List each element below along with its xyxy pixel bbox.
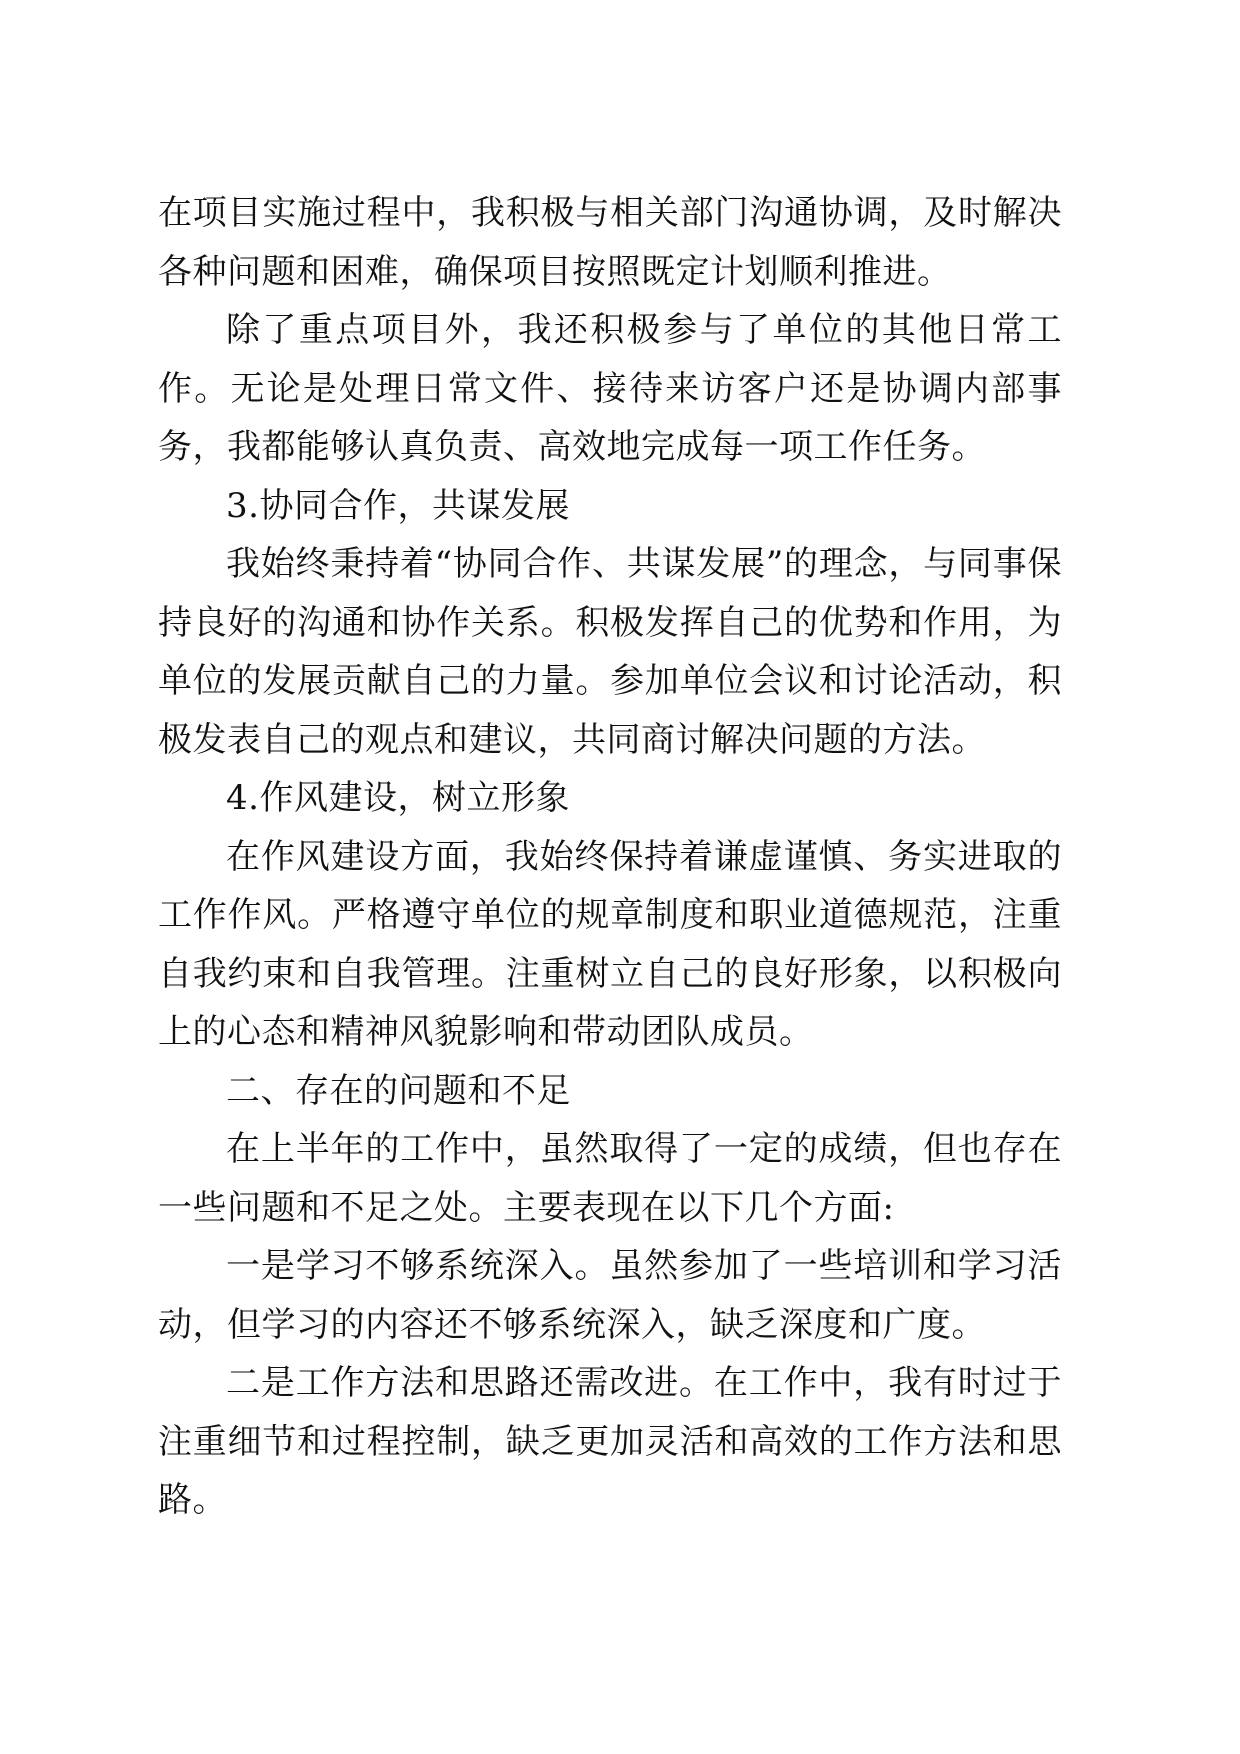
body-paragraph: 在上半年的工作中，虽然取得了一定的成绩，但也存在一些问题和不足之处。主要表现在以下几个方面: [158, 1129, 1062, 1228]
body-paragraph: 在项目实施过程中，我积极与相关部门沟通协调，及时解决各种问题和困难，确保项目按照既定计划顺利推进。 [158, 193, 1062, 292]
body-paragraph: 一是学习不够系统深入。虽然参加了一些培训和学习活动，但学习的内容还不够系统深入，缺乏深度和广度。 [158, 1246, 1062, 1345]
body-paragraph: 在作风建设方面，我始终保持着谦虚谨慎、务实进取的工作作风。严格遵守单位的规章制度和职业道德规范，注重自我约束和自我管理。注重树立自己的良好形象，以积极向上的心态和精神风貌影响和带动团队成员。 [158, 836, 1062, 1052]
subsection-heading: 4.作风建设，树立形象 [226, 778, 570, 818]
section-heading: 二、存在的问题和不足 [226, 1070, 571, 1111]
document-page [158, 184, 1062, 1530]
subsection-heading: 3.协同合作，共谋发展 [226, 485, 570, 526]
body-paragraph: 二是工作方法和思路还需改进。在工作中，我有时过于注重细节和过程控制，缺乏更加灵活和高效的工作方法和思路。 [158, 1363, 1062, 1520]
body-paragraph: 我始终秉持着“协同合作、共谋发展”的理念，与同事保持良好的沟通和协作关系。积极发挥自己的优势和作用，为单位的发展贡献自己的力量。参加单位会议和讨论活动，积极发表自己的观点和建议，共同商讨解决问题的方法。 [158, 544, 1062, 760]
body-paragraph: 除了重点项目外，我还积极参与了单位的其他日常工作。无论是处理日常文件、接待来访客户还是协调内部事务，我都能够认真负责、高效地完成每一项工作任务。 [158, 310, 1062, 467]
